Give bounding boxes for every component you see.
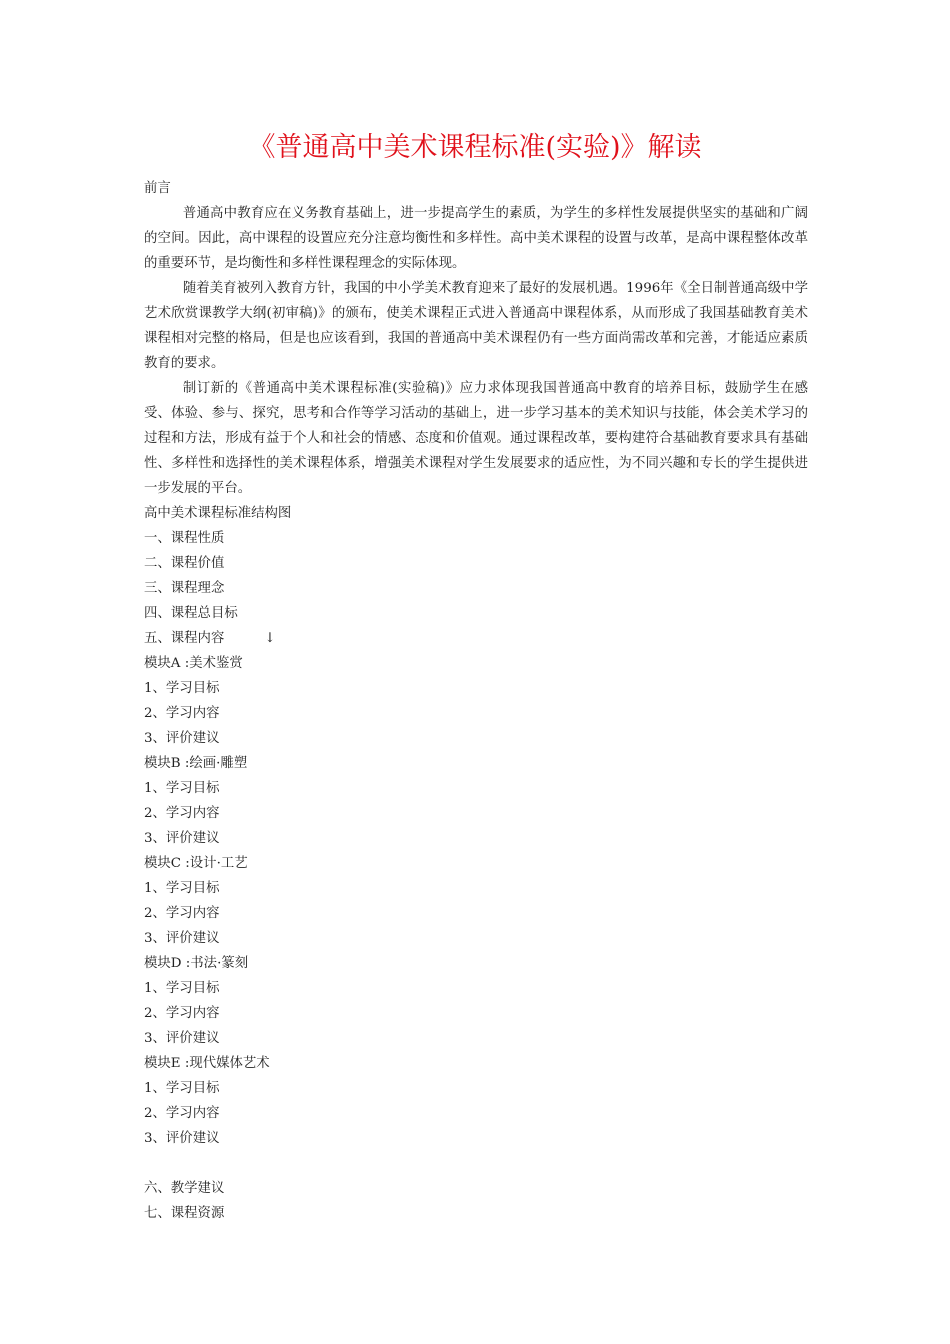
- module-a-item-1: 1、学习目标: [144, 681, 220, 696]
- paragraph-2: 随着美育被列入教育方针，我国的中小学美术教育迎来了最好的发展机遇。1996年《全日制普通高级中学艺术欣赏课教学大纲(初审稿)》的颁布，使美术课程正式进入普通高中课程体系，从而形成了我国基础教育美术课程相对完整的格局，但是也应该看到，我国的普通高中美术课程仍有一些方面尚需改革和完善，才能适应素质教育的要求。: [144, 281, 808, 371]
- down-arrow-icon: ↓: [264, 631, 276, 646]
- module-d: 模块D :书法·篆刻: [144, 956, 249, 971]
- module-c-item-1: 1、学习目标: [144, 881, 220, 896]
- section-6: 六、教学建议: [144, 1181, 225, 1196]
- paragraph-1: 普通高中教育应在义务教育基础上，进一步提高学生的素质，为学生的多样性发展提供坚实的基础和广阔的空间。因此，高中课程的设置应充分注意均衡性和多样性。高中美术课程的设置与改革，是高中课程整体改革的重要环节，是均衡性和多样性课程理念的实际体现。: [144, 206, 808, 271]
- preface-heading: 前言: [144, 181, 171, 196]
- module-a: 模块A :美术鉴赏: [144, 656, 243, 671]
- module-e-item-1: 1、学习目标: [144, 1081, 220, 1096]
- document-body: [144, 176, 808, 1226]
- module-e-item-2: 2、学习内容: [144, 1106, 220, 1121]
- module-b-item-1: 1、学习目标: [144, 781, 220, 796]
- section-4: 四、课程总目标: [144, 606, 238, 621]
- section-7: 七、课程资源: [144, 1206, 225, 1221]
- module-c: 模块C :设计·工艺: [144, 856, 248, 871]
- module-d-item-1: 1、学习目标: [144, 981, 220, 996]
- module-c-item-2: 2、学习内容: [144, 906, 220, 921]
- section-1: 一、课程性质: [144, 531, 225, 546]
- document-title: 《普通高中美术课程标准(实验)》解读: [248, 132, 702, 163]
- section-5: 五、课程内容: [144, 631, 225, 646]
- paragraph-3: 制订新的《普通高中美术课程标准(实验稿)》应力求体现我国普通高中教育的培养目标，鼓励学生在感受、体验、参与、探究，思考和合作等学习活动的基础上，进一步学习基本的美术知识与技能，体会美术学习的过程和方法，形成有益于个人和社会的情感、态度和价值观。通过课程改革，要构建符合基础教育要求具有基础性、多样性和选择性的美术课程体系，增强美术课程对学生发展要求的适应性，为不同兴趣和专长的学生提供进一步发展的平台。: [144, 381, 808, 496]
- section-5-row: [144, 626, 808, 651]
- module-d-item-2: 2、学习内容: [144, 1006, 220, 1021]
- module-a-item-3: 3、评价建议: [144, 731, 220, 746]
- module-c-item-3: 3、评价建议: [144, 931, 220, 946]
- module-b-item-2: 2、学习内容: [144, 806, 220, 821]
- section-2: 二、课程价值: [144, 556, 225, 571]
- section-3: 三、课程理念: [144, 581, 225, 596]
- module-a-item-2: 2、学习内容: [144, 706, 220, 721]
- structure-heading: 高中美术课程标准结构图: [144, 506, 292, 521]
- module-e: 模块E :现代媒体艺术: [144, 1056, 270, 1071]
- module-d-item-3: 3、评价建议: [144, 1031, 220, 1046]
- module-e-item-3: 3、评价建议: [144, 1131, 220, 1146]
- spacer: [144, 1151, 808, 1176]
- module-b: 模块B :绘画·雕塑: [144, 756, 248, 771]
- module-b-item-3: 3、评价建议: [144, 831, 220, 846]
